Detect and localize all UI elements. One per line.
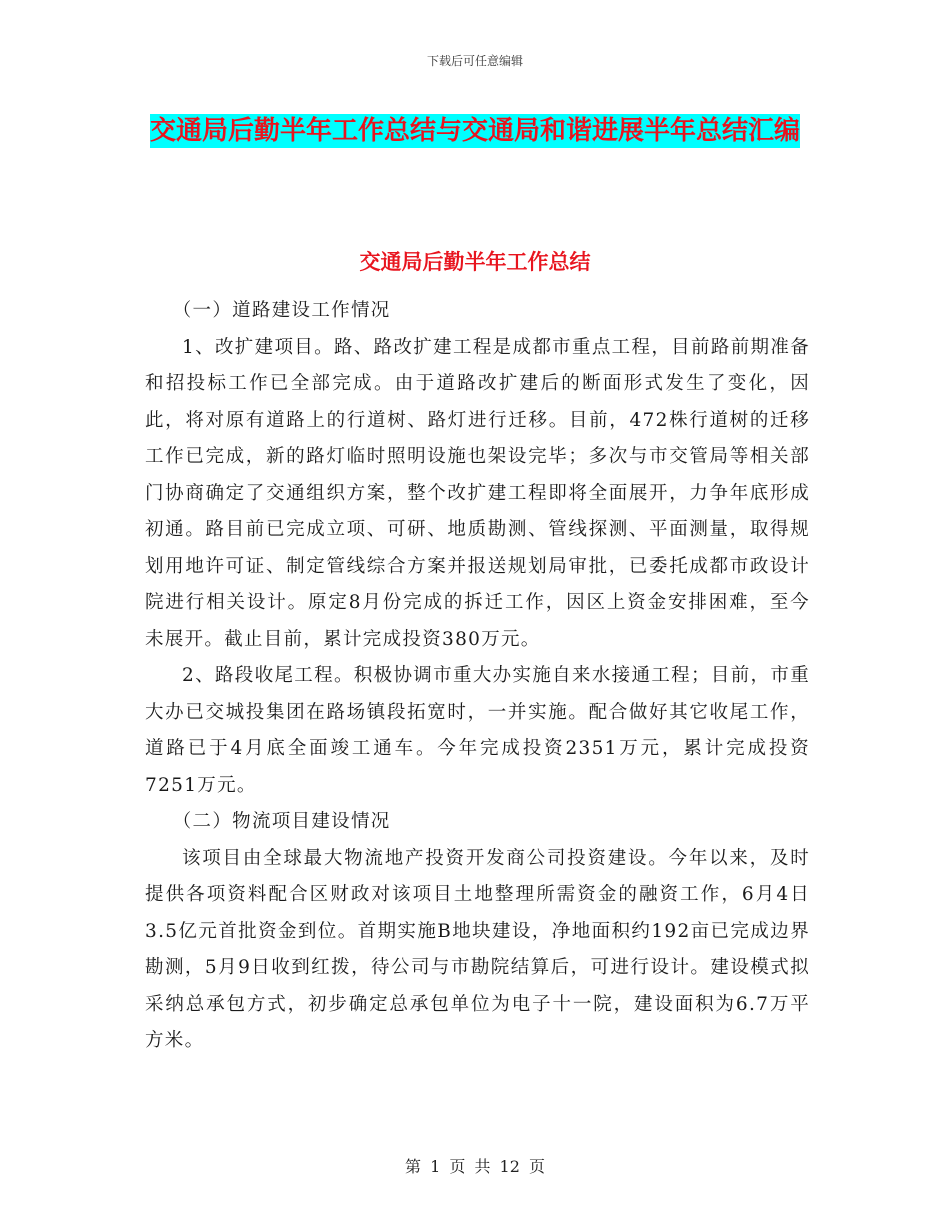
subsection-heading-logistics: （二）物流项目建设情况 (172, 811, 391, 832)
subsection-heading-road: （一）道路建设工作情况 (172, 300, 391, 321)
header-note: 下载后可任意编辑 (426, 54, 523, 68)
document-title-text: 交通局后勤半年工作总结与交通局和谐进展半年总结汇编 (150, 116, 801, 146)
paragraph-expansion-project: 1、改扩建项目。路、路改扩建工程是成都市重点工程，目前路前期准备和招投标工作已全部完成。由于道路改扩建后的断面形式发生了变化，因此，将对原有道路上的行道树、路灯进行迁移。目前，472株行道树的迁移工作已完成，新的路灯临时照明设施也架设完毕；多次与市交管局等相关部门协商确定了交通组织方案，整个改扩建工程即将全面展开，力争年底形成初通。路目前已完成立项、可研、地质勘测、管线探测、平面测量，取得规划用地许可证、制定管线综合方案并报送规划局审批，已委托成都市政设计院进行相关设计。原定8月份完成的拆迁工作，因区上资金安排困难，至今未展开。截止目前，累计完成投资380万元。 (145, 336, 810, 650)
paragraph-logistics-project: 该项目由全球最大物流地产投资开发商公司投资建设。今年以来，及时提供各项资料配合区财政对该项目土地整理所需资金的融资工作，6月4日3.5亿元首批资金到位。首期实施B地块建设，净地面积约192亩已完成边界勘测，5月9日收到红拨，待公司与市勘院结算后，可进行设计。建设模式拟采纳总承包方式，初步确定总承包单位为电子十一院，建设面积为6.7万平方米。 (145, 847, 810, 1051)
page-footer: 第 1 页 共 12 页 (405, 1157, 545, 1176)
section-title: 交通局后勤半年工作总结 (359, 250, 591, 274)
document-title (150, 108, 800, 155)
document-body (145, 293, 810, 1060)
paragraph-finishing-works: 2、路段收尾工程。积极协调市重大办实施自来水接通工程；目前，市重大办已交城投集团在路场镇段拓宽时，一并实施。配合做好其它收尾工作，道路已于4月底全面竣工通车。今年完成投资2351万元，累计完成投资7251万元。 (145, 665, 810, 796)
